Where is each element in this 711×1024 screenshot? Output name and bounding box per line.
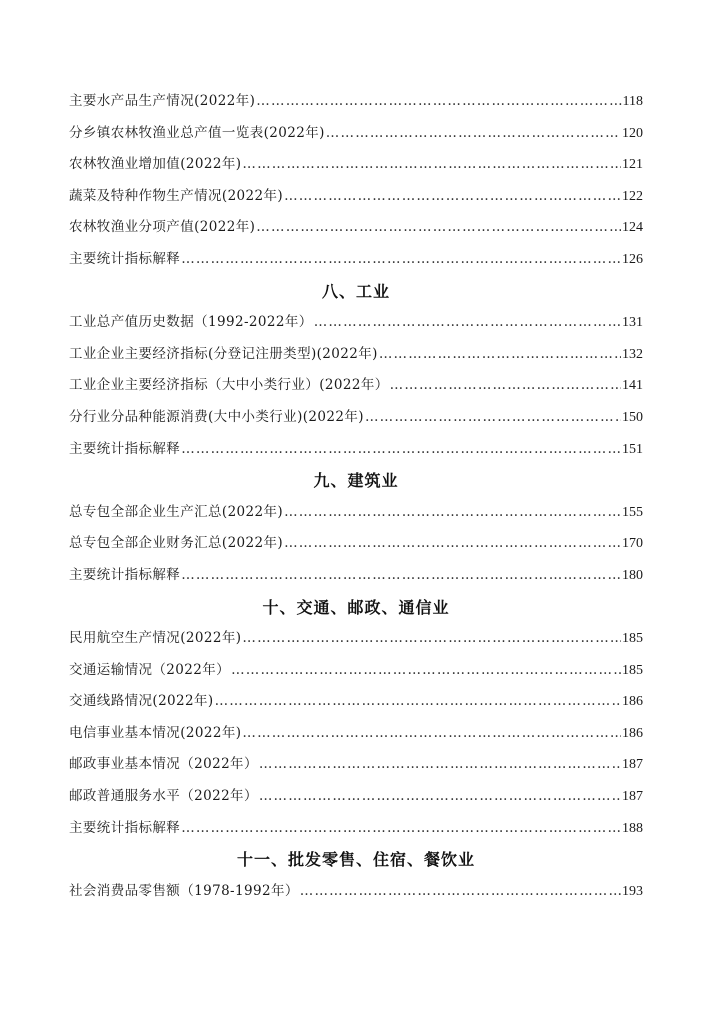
toc-entry-page: 121 — [622, 157, 643, 173]
toc-entry[interactable] — [69, 781, 643, 813]
toc-entry-title: 邮政事业基本情况（2022年） — [69, 756, 258, 773]
toc-entry-page: 151 — [622, 441, 643, 457]
dot-leader — [181, 560, 621, 592]
toc-entry-page: 132 — [622, 346, 643, 362]
toc-entry-page: 185 — [622, 631, 643, 647]
dot-leader — [365, 402, 621, 434]
toc-entry-page: 155 — [622, 504, 643, 520]
toc-entry-title: 主要统计指标解释 — [69, 440, 181, 457]
toc-entry-page: 120 — [622, 125, 643, 141]
dot-leader — [284, 528, 621, 560]
toc-entry-title: 主要水产品生产情况(2022年) — [69, 93, 256, 109]
section-heading-construction: 九、建筑业 — [313, 471, 399, 491]
toc-entry[interactable] — [69, 718, 643, 750]
toc-entry[interactable] — [69, 749, 643, 781]
toc-entry[interactable] — [69, 149, 643, 181]
toc-entry-page: 131 — [622, 315, 643, 331]
toc-entry-title: 农林牧渔业分项产值(2022年) — [69, 219, 256, 236]
dot-leader — [215, 686, 621, 718]
dot-leader — [314, 307, 621, 339]
toc-entry-page: 193 — [622, 883, 643, 899]
dot-leader — [242, 718, 621, 750]
toc-entry[interactable] — [69, 497, 643, 529]
toc-entry[interactable] — [69, 686, 643, 718]
dot-leader — [256, 86, 621, 118]
toc-entry[interactable] — [69, 212, 643, 244]
toc-entry-title: 电信事业基本情况(2022年) — [69, 724, 242, 741]
toc-entry-title: 分行业分品种能源消费(大中小类行业)(2022年) — [69, 408, 364, 425]
toc-entry-title: 总专包全部企业生产汇总(2022年) — [69, 503, 284, 520]
toc-entry-title: 工业总产值历史数据（1992-2022年） — [69, 314, 313, 331]
dot-leader — [326, 118, 621, 150]
toc-entry[interactable] — [69, 118, 643, 150]
dot-leader — [256, 212, 621, 244]
dot-leader — [259, 781, 621, 813]
toc-entry-page: 122 — [622, 188, 643, 204]
toc-entry-page: 126 — [622, 251, 643, 267]
section-heading-wholesale-retail-hospitality: 十一、批发零售、住宿、餐饮业 — [236, 850, 475, 870]
toc-entry[interactable] — [69, 623, 643, 655]
dot-leader — [181, 434, 621, 466]
toc-entry[interactable] — [69, 813, 643, 845]
toc-entry[interactable] — [69, 181, 643, 213]
toc-entry-title: 主要统计指标解释 — [69, 819, 181, 836]
toc-entry-title: 工业企业主要经济指标（大中小类行业）(2022年） — [69, 377, 389, 394]
toc-entry[interactable] — [69, 560, 643, 592]
toc-entry[interactable] — [69, 370, 643, 402]
dot-leader — [242, 149, 621, 181]
toc-entry-title: 分乡镇农林牧渔业总产值一览表(2022年) — [69, 124, 325, 141]
toc-entry[interactable] — [69, 655, 643, 687]
toc-entry[interactable] — [69, 307, 643, 339]
toc-entry-title: 工业企业主要经济指标(分登记注册类型)(2022年) — [69, 345, 378, 362]
toc-entry-page: 187 — [622, 789, 643, 805]
toc-entry[interactable] — [69, 434, 643, 466]
toc-entry-page: 170 — [622, 536, 643, 552]
toc-entry-title: 总专包全部企业财务汇总(2022年) — [69, 535, 284, 552]
toc-entry-title: 主要统计指标解释 — [69, 250, 181, 267]
toc-entry[interactable] — [69, 528, 643, 560]
toc-entry-title: 蔬菜及特种作物生产情况(2022年) — [69, 187, 284, 204]
toc-entry-page: 118 — [622, 94, 643, 109]
toc-entry-page: 188 — [622, 820, 643, 836]
table-of-contents — [69, 86, 643, 907]
toc-entry-title: 交通线路情况(2022年) — [69, 693, 214, 710]
toc-entry-page: 150 — [622, 409, 643, 425]
dot-leader — [242, 623, 621, 655]
dot-leader — [181, 813, 621, 845]
toc-entry[interactable] — [69, 339, 643, 371]
toc-entry-page: 141 — [622, 378, 643, 394]
toc-entry[interactable] — [69, 402, 643, 434]
dot-leader — [379, 339, 621, 371]
toc-entry-page: 180 — [622, 567, 643, 583]
toc-entry-title: 民用航空生产情况(2022年) — [69, 630, 242, 647]
toc-entry-page: 124 — [622, 220, 643, 236]
dot-leader — [231, 655, 621, 687]
toc-entry-page: 185 — [622, 662, 643, 678]
toc-entry-page: 187 — [622, 757, 643, 773]
toc-entry[interactable] — [69, 244, 643, 276]
section-heading-industry: 八、工业 — [321, 281, 390, 301]
toc-entry-page: 186 — [622, 725, 643, 741]
dot-leader — [181, 244, 621, 276]
toc-entry-title: 农林牧渔业增加值(2022年) — [69, 156, 242, 173]
toc-entry-page: 186 — [622, 694, 643, 710]
toc-entry-title: 交通运输情况（2022年） — [69, 661, 231, 678]
dot-leader — [284, 497, 621, 529]
toc-entry[interactable] — [69, 876, 643, 908]
dot-leader — [390, 370, 621, 402]
section-heading-transport-post-telecom: 十、交通、邮政、通信业 — [262, 597, 450, 617]
toc-entry-title: 社会消费品零售额（1978-1992年） — [69, 882, 299, 899]
dot-leader — [284, 181, 621, 213]
dot-leader — [259, 749, 621, 781]
toc-entry-title: 主要统计指标解释 — [69, 566, 181, 583]
toc-entry-title: 邮政普通服务水平（2022年） — [69, 788, 258, 805]
toc-entry[interactable] — [69, 86, 643, 118]
dot-leader — [300, 876, 621, 908]
